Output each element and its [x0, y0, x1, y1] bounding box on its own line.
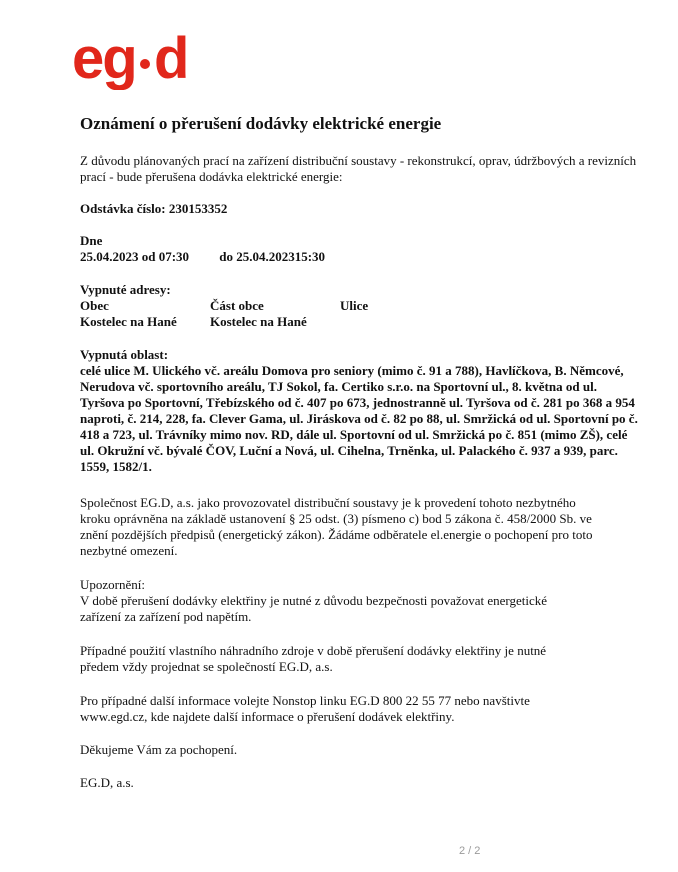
- contact-paragraph: Pro případné další informace volejte Nonstop linku EG.D 800 22 55 77 nebo navštivte www.egd.cz, kde najdete další informace o přerušení dodávek elektřiny.: [80, 693, 530, 724]
- schedule-to: do 25.04.202315:30: [219, 249, 326, 264]
- warning-heading: Upozornění:: [80, 577, 145, 592]
- intro-paragraph: Z důvodu plánovaných prací na zařízení distribuční soustavy - rekonstrukcí, oprav, údržbových a revizních prací - bude přerušena dodávka elektrické energie:: [80, 153, 637, 184]
- col-header-ulice: Ulice: [340, 298, 369, 313]
- address-row: [80, 314, 640, 330]
- page-number: 2 / 2: [459, 845, 481, 857]
- egd-logo-dot: [140, 59, 150, 69]
- outage-value: 230153352: [168, 201, 228, 216]
- egd-logo-text: eg: [72, 32, 136, 90]
- addresses-heading: Vypnuté adresy:: [80, 282, 171, 297]
- area-heading: Vypnutá oblast:: [80, 347, 169, 362]
- area-section: [80, 347, 640, 475]
- page-title: Oznámení o přerušení dodávky elektrické energie: [80, 114, 442, 133]
- legal-paragraph: Společnost EG.D, a.s. jako provozovatel distribuční soustavy je k provedení tohoto nezbytného kroku oprávněna na základě ustanovení § 25 odst. (3) písmeno c) bod 5 zákona č. 458/2000 Sb. ve znění pozdějších předpisů (energetický zákon). Žádáme odběratele el.energie o pochopení pro toto nezbytné omezení.: [80, 495, 593, 558]
- address-ulice: [340, 314, 470, 330]
- area-text: celé ulice M. Ulického vč. areálu Domova pro seniory (mimo č. 91 a 788), Havlíčkova, B. Němcové, Nerudova vč. sportovního areálu, TJ Sokol, fa. Certiko s.r.o. na Sportovní ul., 8. května od ul. Tyršova po Sportovní, Třebízského od č. 407 po 673, jednostranně ul. Tyršova od č. 281 po 368 a 954 naproti, č. 214, 228, fa. Clever Gama, ul. Jiráskova od č. 82 po 88, ul. Smržická od ul. Sportovní po č. 418 a 723, ul. Trávníky mimo nov. RD, dále ul. Sportovní od ul. Smržická po č. 851 (mimo ZŠ), celé ul. Okružní vč. bývalé ČOV, Luční a Nová, ul. Cihelna, Trněnka, ul. Palackého č. 937 a 939, parc. 1559, 1582/1.: [80, 363, 638, 474]
- thanks-line: Děkujeme Vám za pochopení.: [80, 742, 238, 757]
- address-cast-obce: Kostelec na Hané: [210, 314, 307, 329]
- backup-paragraph: Případné použití vlastního náhradního zdroje v době přerušení dodávky elektřiny je nutné předem vždy projednat se společností EG.D, a.s.: [80, 643, 547, 674]
- warning-text: V době přerušení dodávky elektřiny je nutné z důvodu bezpečnosti považovat energetické zařízení za zařízení pod napětím.: [80, 593, 548, 624]
- schedule-from: 25.04.2023 od 07:30: [80, 249, 190, 264]
- schedule-heading: Dne: [80, 233, 103, 248]
- outage-schedule: [80, 233, 640, 265]
- address-obec: Kostelec na Hané: [80, 314, 177, 329]
- col-header-cast-obce: Část obce: [210, 298, 264, 313]
- svg-text:d: d: [154, 32, 190, 90]
- warning-section: [80, 577, 585, 625]
- egd-logo: [72, 32, 196, 90]
- addresses-section: [80, 282, 640, 330]
- signature: EG.D, a.s.: [80, 775, 134, 790]
- outage-number: [80, 201, 640, 217]
- addresses-header-row: [80, 298, 640, 314]
- col-header-obec: Obec: [80, 298, 109, 313]
- outage-label: Odstávka číslo:: [80, 201, 166, 216]
